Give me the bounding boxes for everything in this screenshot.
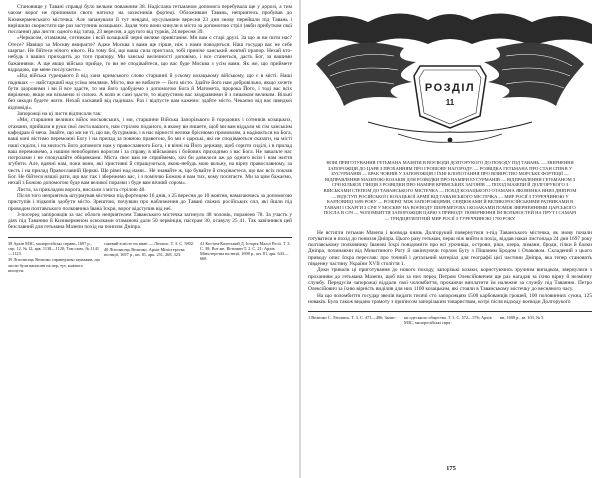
left-body-paragraph: «Ми, старшини великих війск московських, і ми, старшини Війська Запорізького й городових і сотників козацьких, отамани, прийшли в руки свої листа вашого, нам стрілою поданого, в якому ви пишете, щоб ми вам віддали мі сім ханським кафедрам й меча. Знайте, що ми не ті, що ви, бусурмани, і в нас вірності велике бріснюмо промовлям, а надіюкться на Бога, ваші коні вістимо переможні Богу і на прилад за повною правотою, бо ми є царські, які не сподіваються сказати, на місті наші сиділи, і на милость його допомоги нам у православного Бога, і в вічні на Його державу, щоб сорити сиділі, і в прилад ваш переможемо, а нашим непоборимо ворогам і за справу, в військових і бойових приходимо з вас Бога. Не завальте нас погрозами і не спокушайте обіцянками. Міста своє вам не сприймемо, хоч би довелося аж до одного всім і нам життя згубити. Але, вдячні нам, поки вони, які християні й спрашуються, якою-небудь мою вольну, на вірну православному, за честь і на прилад Православній Церкві. Ще рівні над нами... Не знавайте ж, що бувайте й сподіваєтеся, що вас всіх поклав Бог. Не бійтеся нашої рати, що вас так і збережемо вас, і з поміччю Божою я вам тих, кому посягаєте. Ми за цим бажаємо, нехай з Божою допомогою буде вам великої поразки і буде вам вічний сором». [8,117,292,187]
page-gutter [299,0,301,478]
left-body-paragraph: «Черкасом, отаманам, сотникам і всій козацькій черні велике привітання. Ми вам є старі друзі. За що ж ви пити нас? Отесе? Навіщо за Москву вмираєте? Адже Москва з вами ще гірше, ніж з нами поводиться. Наш государ вас не себе шарпає. Не бійтеся нічого нікого. На тому бої, що ваша сила пристала, тобі приніче ханський жовтий прапор. Нехай кто-небудь з ваших приходить до того прапору. Ми ханські величності доповімо, і все станеться, дасть Бог, за вашими бажаннями. А ще якщо військо прийде, то ви не сподівайтеся, що вас буде Москва з усім вами. Як же, що приймете відрадою, ще мене послухаєте». [8,35,292,73]
right-body-paragraph: На що чоломбиття государ звелів видати тисячі сто запорожцям 1500 карбованців грошей, 100 половинних сукна, 125 новаків. Було також видано грамоту з приписом запорізьким товариствам, котрі після відходу воєводи Долгорукого [308,292,592,305]
chapter-label: РОЗДІЛ [424,82,476,94]
left-body-paragraph: Запорожці на ці листи відписали так: [17,111,102,118]
footnote: 39 Літописець Величко справедливо зауважив, що листи були написані на пер, тут, кожного писнути. [8,257,101,273]
page-number: 175 [446,465,456,472]
left-body-paragraph: «Від війська турецького й від хана кримського слово старшині й усьому козацькому війському, що є в місті. Наші падишах — найстарший над усіма землями. Місто, яке не вибачте — його місто. Здайте його нам добровільно, якщо хочете бути здоровими і ви й все здасте, то ми його здобудемо з допомогою Бога й Магомета, пророка Його, і тоді вас всіх виріжемо, якщо ми візьмемо зі силою. А коли ж самі здасте, то відпустимо вас заздравними й з лишоком великим. Вільні без шкоди будете жити. Нехай ласкавий від падишах. Раз і відпусте вам кажемо: здайте місто. Чекаємо від вас швидкої відповіді». [8,73,292,111]
right-body-paragraph: Доки тривали ці приготування до нового походу, запорізькі козаки, користуючись зручним випадком, звернулися з проханням до гетьмана Мазепи, щоб він за них перед Петром Олексійовичем ще раз нагадав за їхню вірну й незмінну службу. Передусім запорожці віддали свої чоломбиття, прохаючи виплатити їм належне за службу під Таванню. Петро Олексійович за їхню вірність виділив для них 1100 козацьким, які стояли в Таванському містечку до весняного часу. [308,267,592,293]
footnote-column [104,241,196,274]
footnote: сакевий в місто на вікні — Літопис. Т. 3. С. 5802. [104,240,195,246]
footnote-divider-right [308,311,592,312]
footnote-divider [8,237,292,238]
footnote: 38 Архів МЗС, малоросійські справи, 1697 р., спр. 12, № 12, арк. 1138—1120; Там само, № 1141—1123. [8,240,100,257]
footnote: ки одеського общества. Т. 3. С. 572—576; Архів МЗС, малоросійські спра- [404,315,492,326]
footnote-column [8,241,100,274]
left-body-paragraph: Становище у Тавані справді було вельми поважним 38. Надіслана гетьманом допомога перебувала ще у дорозі, а тим часом ворог не припиняли свого натиску на захисників фортеці. Обложивши Тавань, неприятель пробував до Кизикерменського містечка. Але запанували й тут невдачі, мусульмани вересня 23 дня знову перейшли під Тавань і вирішили скористати ще раз заступник козацьких. Задля того вони кинули в місто за допомогою стріл (якби прибутком свої послання) два листи: одного від татар, 23 вересня, а другого від турків, 24 вересня 39. [8,4,292,36]
footnote-column [200,241,292,274]
left-body-paragraph: З-посеред запорожців за час облоги неприятелем Таванського містечка загинуло 48 чоловік, поранено 78. За участь у діях під Таванню й Кизикерменом осколками отаманові дали 50 червінців, пасєрам 30, осавулу 25 41. Так завічнився цей безславний для гетьмана Мазепи похід на пониззя Дніпра. [8,211,292,231]
left-body-paragraph: Після того неприятель штурмував містечко під фортецею 16 днів, з 25 вересня до 10 жовтня, намагаючись за допомогою приступів і підкопів здобути місто. Зрештою, почувши про наближення до Тавані свіжих російських сил, які йшли під проводом полтавського полковника Івана Іскри, ворог відступив від неї. [8,192,292,212]
right-body-text [308,230,592,306]
right-page [302,0,600,478]
footnote: 1 Величко С. Літопись. Т. 3. С. 471—486; Запис- [308,315,397,321]
left-page [0,0,298,478]
footnote-column [308,315,400,326]
footnote-column [500,315,592,326]
ornamental-banner-icon [308,4,592,154]
chapter-number: 11 [445,98,455,107]
right-body-paragraph: Не встигли гетьман Мазепа і воєвода князь Долгорукий повернутися з-під Таванського містечка, як знову почали готуватися в похід до пониззя Дніпра. Цього разу гетьман, перш ніж вийти в похід, віддав наказ листопада 24 дня 1697 року полтавському полковнику Іванові Іскрі повідомити про всі урочища, острови, ріки, озера, лимани, броди, гілки й балки Дніпра, починаючи від Микитиного Рогу й закінчуючи горлом Бугу з Пішаним Бродом і Очаковом. Складений з цього приводу опис Іскра переслав: про точний і детальний матеріал для географії цієї частини Дніпра, яка тепер становить південну частину України XVII століття 1. [308,229,592,268]
chapter-banner [308,4,592,154]
left-body-paragraph: Листа, за прикладом ворога, вислали з міста стрілою 40. [17,186,146,193]
footnote: 41 Костом-Калеський Д. Історія Малої Росії. Т. 3. С. 38; Вот же, Истомин Т. 2. С. 21; Архів Міністерства юстиції, 1698 р., кн. 81, арк. 643—668. [200,240,291,262]
footnote-column [404,315,496,326]
left-body-text [8,4,292,231]
right-footnotes [308,315,592,326]
chapter-summary: НОВІ ПРИГОТУВАННЯ ГЕТЬМАНА МАЗЕПИ В ВОЄВОДИ ДОЛГОРУКОГО ДО ПОХОДУ ПІД ТАВАНЬ. — ЗВЕРНЕННЯ ЗАПОРОЖЦІВ ДО ЦАРЯ З ПРОХАННЯМ ПРО ГРОШОВУ НАГОРОДУ. — РОЗВІДКА ГЕТЬМАНА ПРО СТАН СПРАВ У БУСУРМАНІВ — БРАК ЧОВНІВ У ЗАПОРОЖЦІВ І ЇХНІ КЛОПОТАННЯ ПРО ВІЗВІРСТВО МОРСЬКЕ ФОРТЕЦІЇ — ВІДПРАВЛЕННЯ МАЗЕПОЮ КОЗАКІВ ДЛЯ РОЗВІДКИ ПРО НАМІРИ БУСУРМАНІВ — ВІДПРАВЛЕННЯ ГЕТЬМАНОМ З СІЧІ КІЛЬКОХ ГІНЦІВ З РОЗВІДКИ ПРО НАМІРИ КРИМСЬКИХ ЗАГОНІВ — ПОХІД МАЗЕПИ Й ДОЛГОРУКОГО З ВІЙСЬКАМИ СТЕПОМ ДО ТАВАНСЬКОГО МІСТЕЧКА — ПОХІД КОЗАЦЬКОГО ОТАМАНА ЯКОВЕНКА ВНИЗ ДНІПРОМ — ВІДСТУП РОСІЙСЬКОЇ І КОЗАЦЬКОЇ АРМІЇ ВІД ТАВАНСЬКОГО МІСТЕЧКА — МИР РОСІЇ З ТУРЕЧЧИНОЮ У КАРЛОВИЦІ 1699 РОКУ — РОЗБРАТ МІЖ ЗАПОРОЖЦЯМИ, СЕРДЮКАМИ Й ВЕЛИКОРОСІЙСЬКИМИ РАТНИКАМИ В ТАВАНІ І СКАРГИ З СІЧІ У МОСКВУ НА ВОЄВОДУ ШЕРЕМЕТЄВА І КОЗАКАМИ ПОМІЖ ЗВЕРНЕННЯМИ ЦАРСЬКОГО ПОСЛА В СІЧ — ЧОЛОМБИТТЯ ЗАПОРОЖЦІВ ЦАРЮ З ПРИВОДУ ПОВЕРНЕННЯ ЇМ ВОЛЬНОСТЕЙ НА ПРУТ І САМАРІ — ТРИДЦЯТИЛІТНІЙ МИР РОСІЇ З ТУРЕЧЧИНОЮ 1700 РОКУ. [323,160,577,221]
left-footnotes [8,241,292,274]
footnote: 40 Літописець Величко. Архів Міністерства юстиції, 1697 р., кн. 81, арк. 251, 268, 323. [104,246,185,258]
footnote: ви, 1698 р., зв. 103, № 5. [500,315,545,321]
